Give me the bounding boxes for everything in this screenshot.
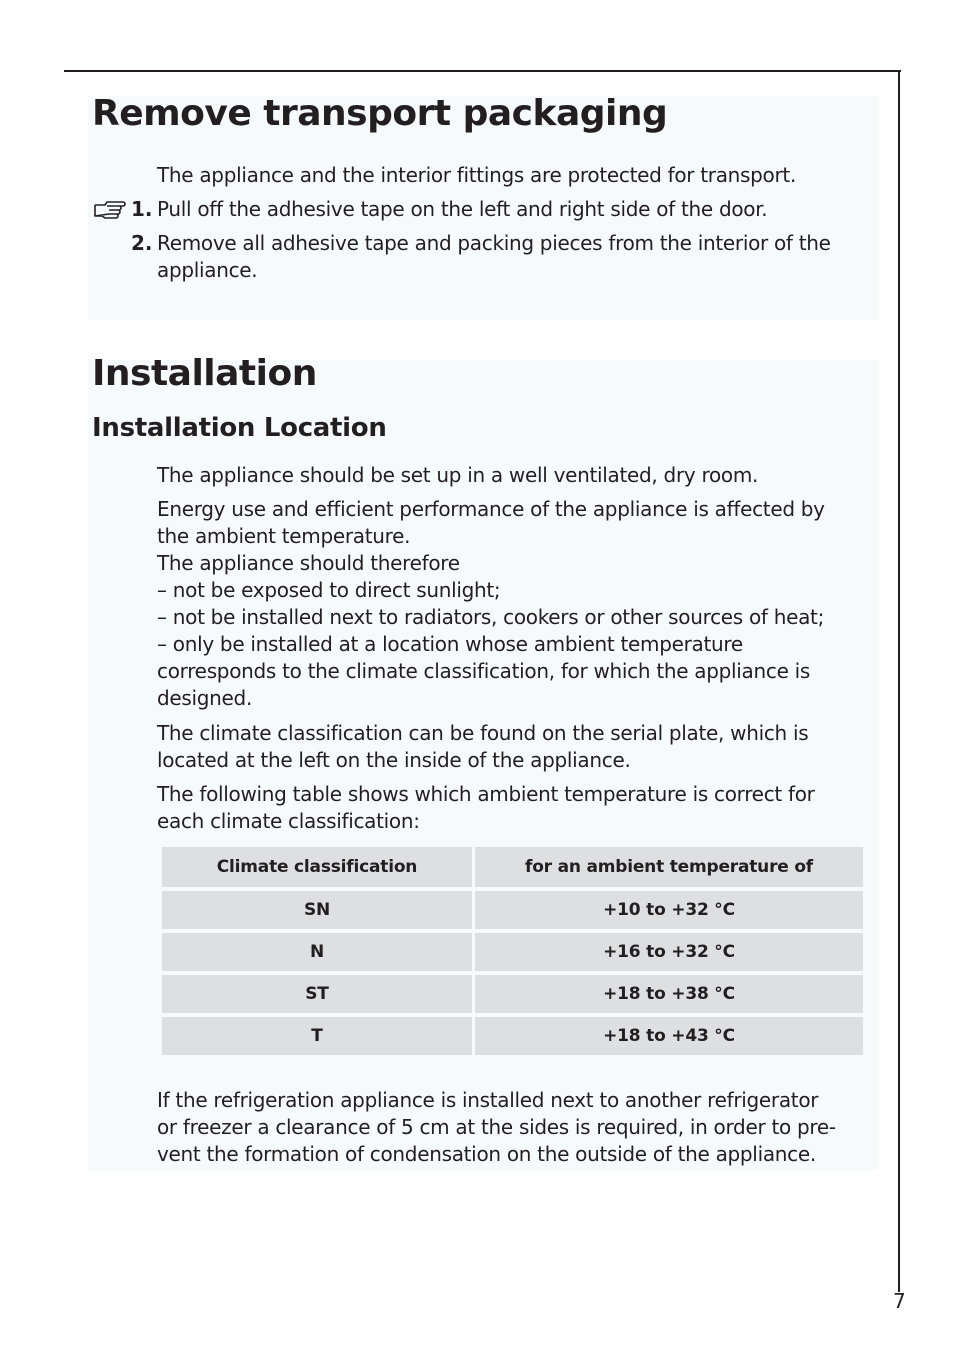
location-paragraph-5 <box>157 1087 836 1168</box>
top-rule <box>64 70 901 72</box>
location-paragraph-3 <box>157 720 808 774</box>
table-cell: +18 to +38 °C <box>475 975 863 1013</box>
table-cell: +16 to +32 °C <box>475 933 863 971</box>
pointing-hand-icon <box>93 199 129 221</box>
table-row <box>162 1017 863 1055</box>
text-line: Energy use and efficient performance of the appliance is affected by <box>157 497 825 521</box>
table-header-cell: for an ambient temperature of <box>475 847 863 887</box>
table-cell: SN <box>162 891 472 929</box>
text-line: If the refrigeration appliance is installed next to another refrigerator <box>157 1088 819 1112</box>
transport-intro: The appliance and the interior fittings are protected for transport. <box>157 163 797 187</box>
table-cell: +10 to +32 °C <box>475 891 863 929</box>
text-line: or freezer a clearance of 5 cm at the sides is required, in order to pre- <box>157 1115 836 1139</box>
table-row <box>162 975 863 1013</box>
text-line: located at the left on the inside of the appliance. <box>157 748 631 772</box>
table-cell: +18 to +43 °C <box>475 1017 863 1055</box>
table-cell: T <box>162 1017 472 1055</box>
table-cell: N <box>162 933 472 971</box>
text-line: each climate classification: <box>157 809 420 833</box>
location-paragraph-1: The appliance should be set up in a well ventilated, dry room. <box>157 463 759 487</box>
table-row <box>162 933 863 971</box>
text-line: the ambient temperature. <box>157 524 411 548</box>
section-title-transport: Remove transport packaging <box>92 93 668 134</box>
text-line: corresponds to the climate classification, for which the appliance is <box>157 659 811 683</box>
text-line: The appliance should therefore <box>157 551 460 575</box>
step-text: Remove all adhesive tape and packing pieces from the interior of the appliance. <box>157 231 831 282</box>
text-line: – not be exposed to direct sunlight; <box>157 578 501 602</box>
table-row <box>162 891 863 929</box>
text-line: – not be installed next to radiators, cookers or other sources of heat; <box>157 605 825 629</box>
text-line: designed. <box>157 686 253 710</box>
step-text: Pull off the adhesive tape on the left and right side of the door. <box>157 197 768 221</box>
text-line: The climate classification can be found on the serial plate, which is <box>157 721 809 745</box>
side-rule <box>898 70 900 1292</box>
table-cell: ST <box>162 975 472 1013</box>
table-header-cell: Climate classification <box>162 847 472 887</box>
section-title-installation: Installation <box>92 353 317 394</box>
location-paragraph-4 <box>157 781 815 835</box>
page-number: 7 <box>893 1289 906 1313</box>
text-line: The following table shows which ambient temperature is correct for <box>157 782 815 806</box>
text-line: – only be installed at a location whose ambient temperature <box>157 632 743 656</box>
location-paragraph-2 <box>157 496 825 712</box>
subsection-title-location: Installation Location <box>92 413 387 443</box>
climate-table <box>159 843 866 1059</box>
table-header-row <box>162 847 863 887</box>
text-line: vent the formation of condensation on the outside of the appliance. <box>157 1142 816 1166</box>
step-number: 1. <box>131 197 153 221</box>
step-number: 2. <box>131 231 153 255</box>
